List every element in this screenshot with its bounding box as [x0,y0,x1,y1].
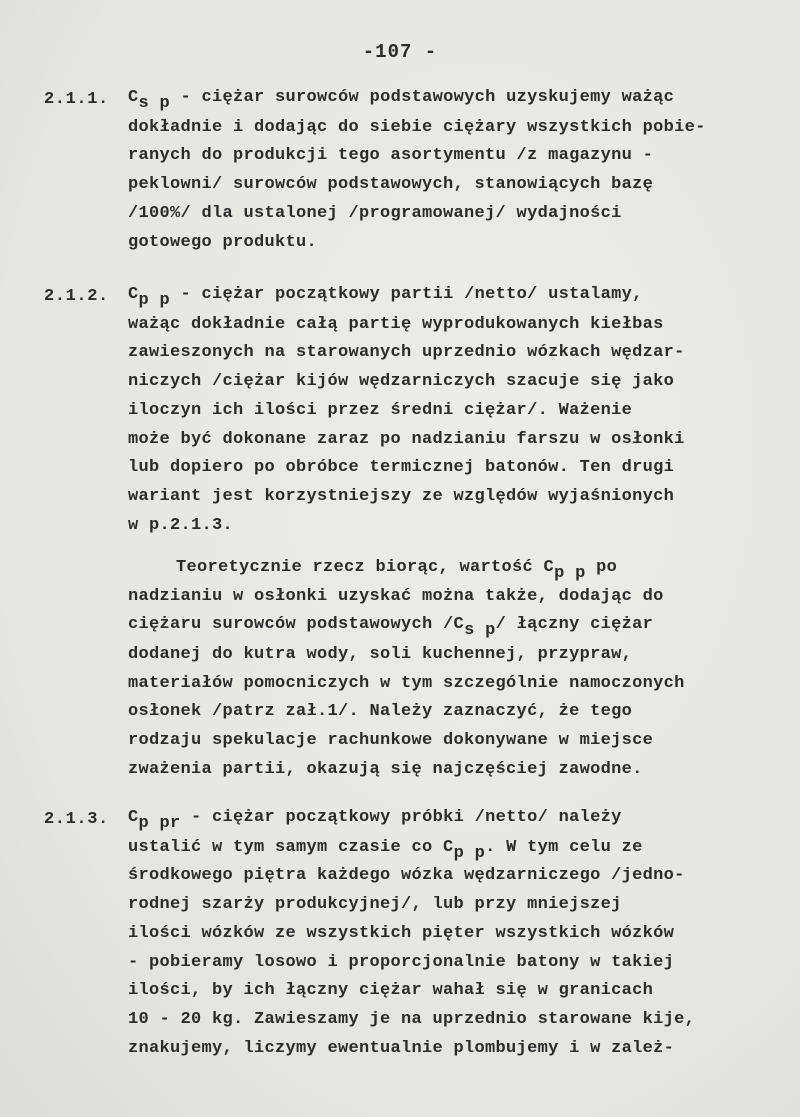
text-line: ranych do produkcji tego asortymentu /z magazynu - [128,146,654,165]
symbol-subscript: p p [453,844,486,863]
symbol: C [128,285,139,304]
text-line: /100%/ dla ustalonej /programowanej/ wydajności [128,204,622,223]
text-line: zawieszonych na starowanych uprzednio wózkach wędzar- [128,343,685,362]
line-text: . W tym celu ze [485,838,643,857]
line-text: ciężaru surowców podstawowych /C [128,615,465,634]
symbol-subscript: p p [554,564,586,583]
section-first-line [128,281,788,309]
text-line: iloczyn ich ilości przez średni ciężar/. Ważenie [128,401,633,420]
text-line [128,834,788,862]
text-line: - pobieramy losowo i proporcjonalnie batony w takiej [128,953,675,972]
symbol: C [128,808,139,827]
line-text: Teoretycznie rzecz biorąc, wartość C [176,558,555,577]
text-line: 10 - 20 kg. Zawieszamy je na uprzednio starowane kije, [128,1010,696,1029]
text-line: materiałów pomocniczych w tym szczególnie namoczonych [128,674,685,693]
text-line: rodzaju spekulacje rachunkowe dokonywane w miejsce [128,731,654,750]
text-line: ilości wózków ze wszystkich pięter wszystkich wózków [128,924,675,943]
section-number: 2.1.1. [44,90,109,109]
text-line: wariant jest korzystniejszy ze względów wyjaśnionych [128,487,675,506]
line-text: - ciężar początkowy partii /netto/ ustalamy, [170,285,643,304]
symbol-subscript: p pr [138,814,181,833]
text-line: dokładnie i dodając do siebie ciężary wszystkich pobie- [128,118,706,137]
text-line: znakujemy, liczymy ewentualnie plombujemy i w zależ- [128,1039,675,1058]
line-text: ustalić w tym samym czasie co C [128,838,454,857]
paragraph-first-line [176,554,800,582]
line-text: - ciężar początkowy próbki /netto/ należy [180,808,622,827]
section-first-line [128,804,788,832]
symbol-subscript: s p [464,621,496,640]
text-line: środkowego piętra każdego wózka wędzarniczego /jedno- [128,866,685,885]
text-line: ilości, by ich łączny ciężar wahał się w granicach [128,981,654,1000]
symbol-subscript: s p [138,94,171,113]
text-line: dodanej do kutra wody, soli kuchennej, przypraw, [128,645,633,664]
text-line: lub dopiero po obróbce termicznej batonów. Ten drugi [128,458,675,477]
text-line: gotowego produktu. [128,233,318,252]
symbol-subscript: p p [138,291,171,310]
text-line: może być dokonane zaraz po nadzianiu farszu w osłonki [128,430,685,449]
text-line: ważąc dokładnie całą partię wyprodukowanych kiełbas [128,315,664,334]
text-line: niczych /ciężar kijów wędzarniczych szacuje się jako [128,372,675,391]
section-first-line [128,84,788,112]
section-number: 2.1.3. [44,810,109,829]
text-line: zważenia partii, okazują się najczęściej zawodne. [128,760,643,779]
page-number: -107 - [362,41,438,63]
text-line [128,611,788,639]
section-number: 2.1.2. [44,287,109,306]
text-line: osłonek /patrz zał.1/. Należy zaznaczyć, że tego [128,702,633,721]
symbol: C [128,88,139,107]
line-text: po [585,558,618,577]
line-text: - ciężar surowców podstawowych uzyskujemy ważąc [170,88,675,107]
text-line: w p.2.1.3. [128,516,234,535]
text-line: rodnej szarży produkcyjnej/, lub przy mniejszej [128,895,622,914]
text-line: peklowni/ surowców podstawowych, stanowiących bazę [128,175,654,194]
line-text: / łączny ciężar [495,615,654,634]
text-line: nadzianiu w osłonki uzyskać można także, dodając do [128,587,664,606]
